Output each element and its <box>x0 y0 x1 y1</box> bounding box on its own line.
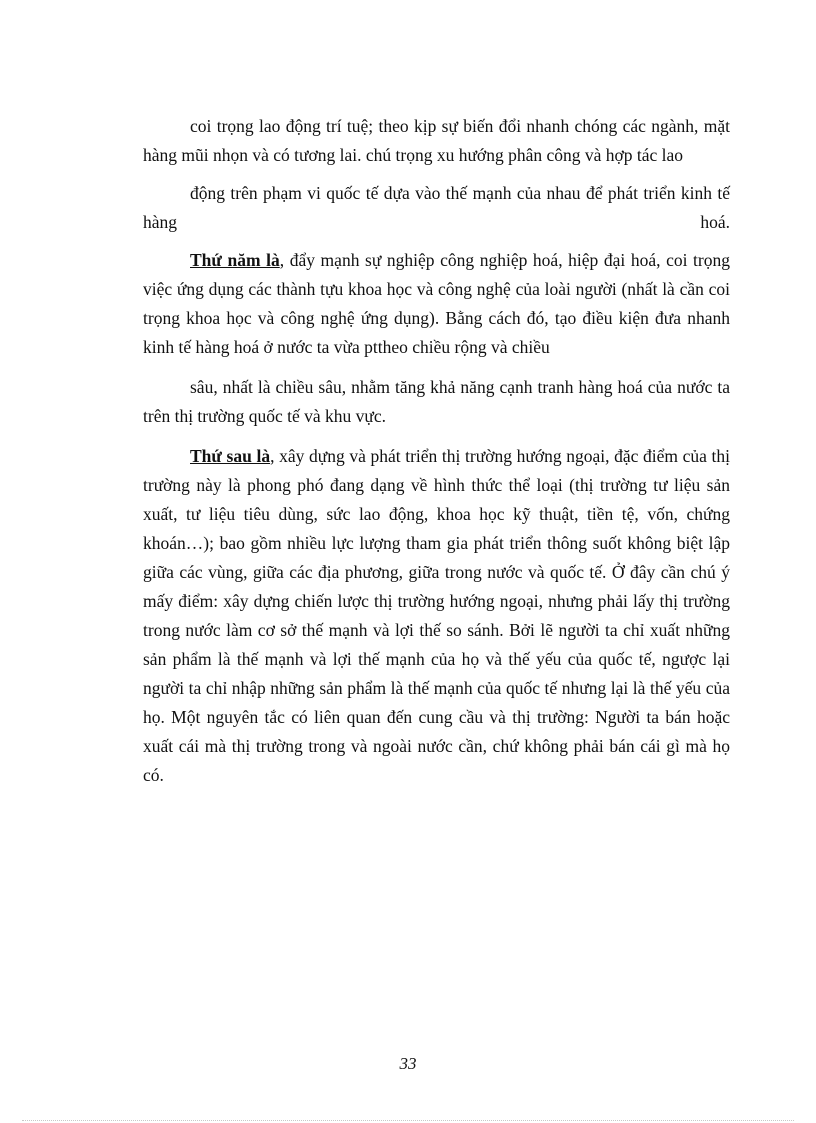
page-number: 33 <box>399 1054 417 1073</box>
paragraph-5 <box>143 442 730 790</box>
page-body <box>143 112 730 790</box>
paragraph-1 <box>143 112 730 170</box>
paragraph-2-text: động trên phạm vi quốc tế dựa vào thế mạnh của nhau để phát triển kinh tế hàng hoá. <box>143 183 730 232</box>
paragraph-3 <box>143 246 730 362</box>
paragraph-2 <box>143 179 730 237</box>
paragraph-3-lead: Thứ năm là <box>190 250 280 270</box>
paragraph-1-text: coi trọng lao động trí tuệ; theo kịp sự biến đổi nhanh chóng các ngành, mặt hàng mũi nhọn và có tương lai. chú trọng xu hướng phân công và hợp tác lao <box>143 116 730 165</box>
paragraph-5-lead: Thứ sau là <box>190 446 271 466</box>
paragraph-5-text: , xây dựng và phát triển thị trường hướng ngoại, đặc điểm của thị trường này là phong phó đang dạng về hình thức thể loại (thị trường tư liệu sản xuất, tư liệu tiêu dùng, sức lao động, khoa học kỹ thuật, tiền tệ, vốn, chứng khoán…); bao gồm nhiều lực lượng tham gia phát triển thông suốt không biệt lập giữa các vùng, giữa các địa phương, giữa trong nước và quốc tế. Ở đây cần chú ý mấy điểm: xây dựng chiến lược thị trường hướng ngoại, nhưng phải lấy thị trường trong nước làm cơ sở thế mạnh và lợi thế so sánh. Bởi lẽ người ta chỉ xuất những sản phẩm là thế mạnh và lợi thế mạnh của họ và thế yếu của quốc tế, ngược lại người ta chỉ nhập những sản phẩm là thế mạnh của quốc tế nhưng lại là thế yếu của họ. Một nguyên tắc có liên quan đến cung cầu và thị trường: Người ta bán hoặc xuất cái mà thị trường trong và ngoài nước cần, chứ không phải bán cái gì mà họ có. <box>143 446 731 785</box>
page-bottom-divider <box>22 1120 794 1121</box>
paragraph-3-text: , đẩy mạnh sự nghiệp công nghiệp hoá, hiệp đại hoá, coi trọng việc ứng dụng các thành tựu khoa học và công nghệ của loài người (nhất là cần coi trọng khoa học và công nghệ ứng dụng). Bằng cách đó, tạo điều kiện đưa nhanh kinh tế hàng hoá ở nước ta vừa pttheo chiều rộng và chiều <box>143 250 730 357</box>
paragraph-4-text: sâu, nhất là chiều sâu, nhằm tăng khả năng cạnh tranh hàng hoá của nước ta trên thị trường quốc tế và khu vực. <box>143 377 730 426</box>
paragraph-4 <box>143 373 730 431</box>
